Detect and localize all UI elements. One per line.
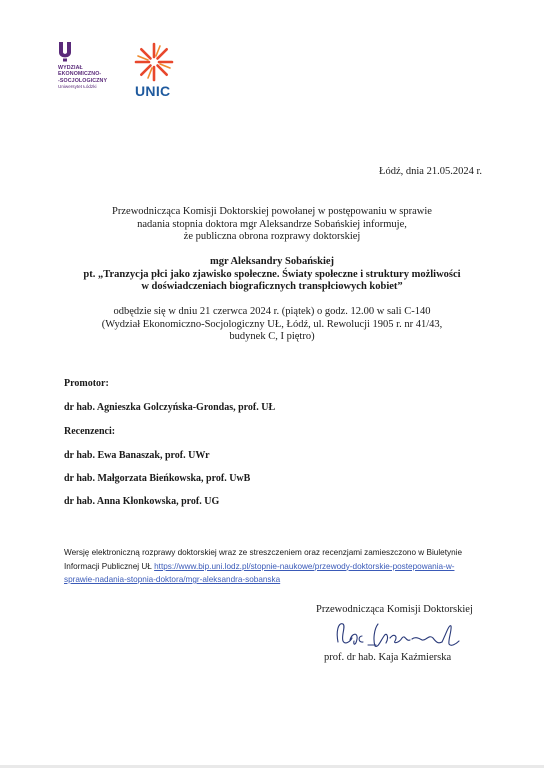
signatory-name: prof. dr hab. Kaja Kaźmierska xyxy=(324,652,452,663)
faculty-logo-university: Uniwersytet Łódzki xyxy=(58,83,97,89)
intro-line: Przewodnicząca Komisji Doktorskiej powołanej w postępowaniu w sprawie xyxy=(112,206,432,217)
thesis-title-line: w doświadczeniach biograficznych transpłciowych kobiet” xyxy=(141,281,403,292)
intro-line: że publiczna obrona rozprawy doktorskiej xyxy=(183,231,361,242)
faculty-logo-line-2: EKONOMICZNO- xyxy=(58,71,102,78)
reviewers-heading: Recenzenci: xyxy=(64,426,116,437)
unic-logo-text: UNIC xyxy=(135,83,171,99)
unic-logo xyxy=(134,42,178,99)
thesis-title-line: pt. „Tranzycja płci jako zjawisko społeczne. Światy społeczne i struktury możliwości xyxy=(83,268,461,280)
bip-link[interactable]: https://www.bip.uni.lodz.pl/stopnie-naukowe/przewody-doktorskie-postepowania-w-sprawie-nadania-stopnia-doktora/mgr-aleksandra-sobanska xyxy=(64,561,455,584)
signature-title: Przewodnicząca Komisji Doktorskiej xyxy=(316,604,473,615)
university-emblem-icon xyxy=(58,42,72,62)
details-line: (Wydział Ekonomiczno-Socjologiczny UŁ, Łódź, ul. Rewolucji 1905 r. nr 41/43, xyxy=(101,318,443,330)
faculty-logo xyxy=(58,42,118,90)
intro-line: nadania stopnia doktora mgr Aleksandrze Sobańskiej informuje, xyxy=(137,218,407,230)
promotor-name: dr hab. Agnieszka Golczyńska-Grondas, prof. UŁ xyxy=(64,402,276,413)
unic-burst-icon xyxy=(134,42,174,82)
details-line: odbędzie się w dniu 21 czerwca 2024 r. (piątek) o godz. 12.00 w sali C-140 xyxy=(113,306,431,317)
defense-details xyxy=(40,306,504,344)
handwritten-signature xyxy=(332,616,462,652)
reviewer-name: dr hab. Małgorzata Bieńkowska, prof. UwB xyxy=(64,473,251,484)
promotor-heading: Promotor: xyxy=(64,378,109,389)
reviewer-name: dr hab. Ewa Banaszak, prof. UWr xyxy=(64,450,210,461)
faculty-logo-line-3: -SOCJOLOGICZNY xyxy=(58,77,108,84)
candidate-name: mgr Aleksandry Sobańskiej xyxy=(209,256,335,267)
details-line: budynek C, I piętro) xyxy=(229,331,315,342)
thesis-title-block xyxy=(40,256,504,294)
faculty-logo-line-1: WYDZIAŁ xyxy=(58,65,83,71)
electronic-version-note xyxy=(64,546,484,587)
reviewer-name: dr hab. Anna Kłonkowska, prof. UG xyxy=(64,496,220,507)
document-date: Łódź, dnia 21.05.2024 r. xyxy=(379,166,482,177)
intro-paragraph xyxy=(40,206,504,244)
note-text: Wersję elektroniczną rozprawy doktorskiej wraz ze streszczeniem oraz recenzjami zamieszczono w Biuletynie Informacji Publicznej UŁ xyxy=(64,548,462,571)
